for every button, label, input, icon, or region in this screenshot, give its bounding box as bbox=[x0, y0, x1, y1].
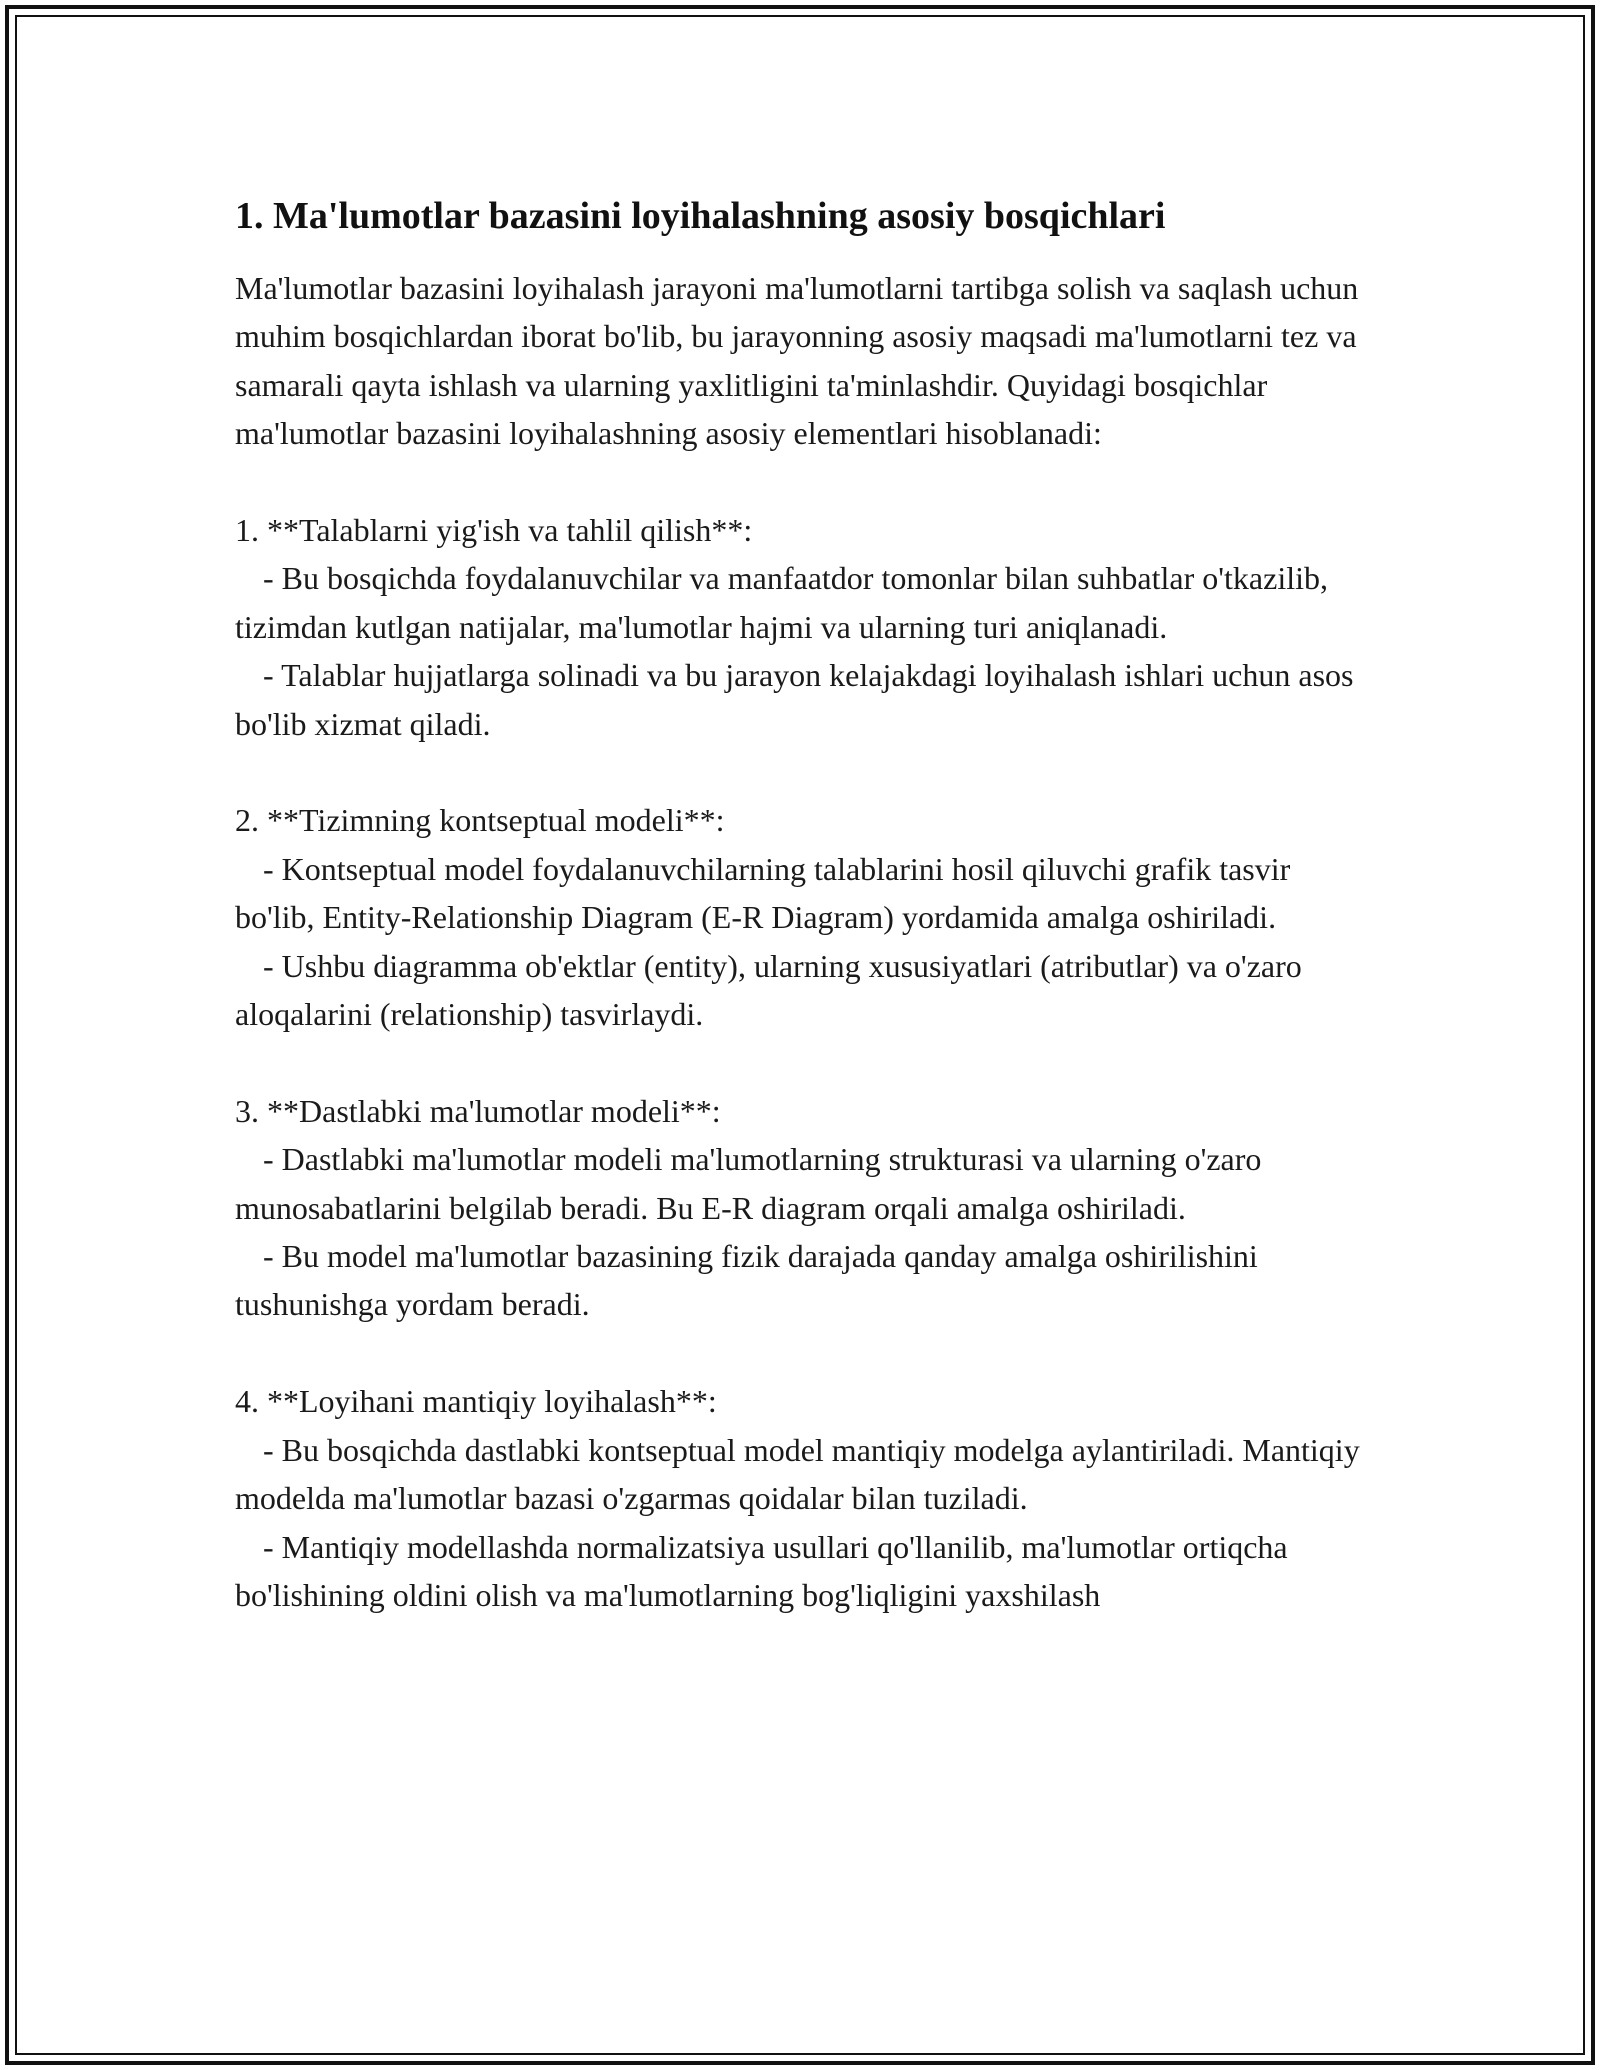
step-bullet: - Ushbu diagramma ob'ektlar (entity), ularning xususiyatlari (atributlar) va o'zaro aloqalarini (relationship) tasvirlaydi. bbox=[235, 947, 1302, 1033]
spacer bbox=[235, 748, 1365, 796]
step-bullet: - Bu model ma'lumotlar bazasining fizik darajada qanday amalga oshirilishini tushunishga yordam beradi. bbox=[235, 1238, 1258, 1323]
step-heading: 1. **Talablarni yig'ish va tahlil qilish**: bbox=[235, 512, 753, 549]
step-heading: 2. **Tizimning kontseptual modeli**: bbox=[235, 802, 725, 839]
step-bullet: - Bu bosqichda foydalanuvchilar va manfaatdor tomonlar bilan suhbatlar o'tkazilib, tizimdan kutlgan natijalar, ma'lumotlar hajmi va ularning turi aniqlanadi. bbox=[235, 560, 1328, 645]
step-2 bbox=[235, 796, 1365, 1038]
step-bullet: - Talablar hujjatlarga solinadi va bu jarayon kelajakdagi loyihalash ishlari uchun asos bo'lib xizmat qiladi. bbox=[235, 657, 1354, 742]
document-body bbox=[235, 180, 1365, 1619]
spacer bbox=[235, 1329, 1365, 1377]
step-heading: 3. **Dastlabki ma'lumotlar modeli**: bbox=[235, 1092, 721, 1129]
intro-paragraph: Ma'lumotlar bazasini loyihalash jarayoni ma'lumotlarni tartibga solish va saqlash uchun muhim bosqichlardan iborat bo'lib, bu jarayonning asosiy maqsadi ma'lumotlarni tez va samarali qayta ishlash va ularning yaxlitligini ta'minlashdir. Quyidagi bosqichlar ma'lumotlar bazasini loyihalashning asosiy elementlari hisoblanadi: bbox=[235, 270, 1359, 452]
spacer bbox=[235, 1038, 1365, 1086]
document-title: 1. Ma'lumotlar bazasini loyihalashning asosiy bosqichlari bbox=[235, 195, 1166, 237]
step-bullet: - Mantiqiy modellashda normalizatsiya usullari qo'llanilib, ma'lumotlar ortiqcha bo'lishining oldini olish va ma'lumotlarning bog'liqligini yaxshilash bbox=[235, 1528, 1288, 1613]
step-heading: 4. **Loyihani mantiqiy loyihalash**: bbox=[235, 1383, 717, 1420]
step-bullet: - Kontseptual model foydalanuvchilarning talablarini hosil qiluvchi grafik tasvir bo'lib, Entity-Relationship Diagram (E-R Diagram) yordamida amalga oshiriladi. bbox=[235, 850, 1291, 936]
step-bullet: - Bu bosqichda dastlabki kontseptual model mantiqiy modelga aylantiriladi. Mantiqiy modelda ma'lumotlar bazasi o'zgarmas qoidalar bilan tuziladi. bbox=[235, 1431, 1360, 1517]
step-1 bbox=[235, 506, 1365, 748]
spacer bbox=[235, 458, 1365, 506]
step-3 bbox=[235, 1087, 1365, 1329]
step-bullet: - Dastlabki ma'lumotlar modeli ma'lumotlarning strukturasi va ularning o'zaro munosabatlarini belgilab beradi. Bu E-R diagram orqali amalga oshiriladi. bbox=[235, 1141, 1262, 1226]
step-4 bbox=[235, 1377, 1365, 1619]
